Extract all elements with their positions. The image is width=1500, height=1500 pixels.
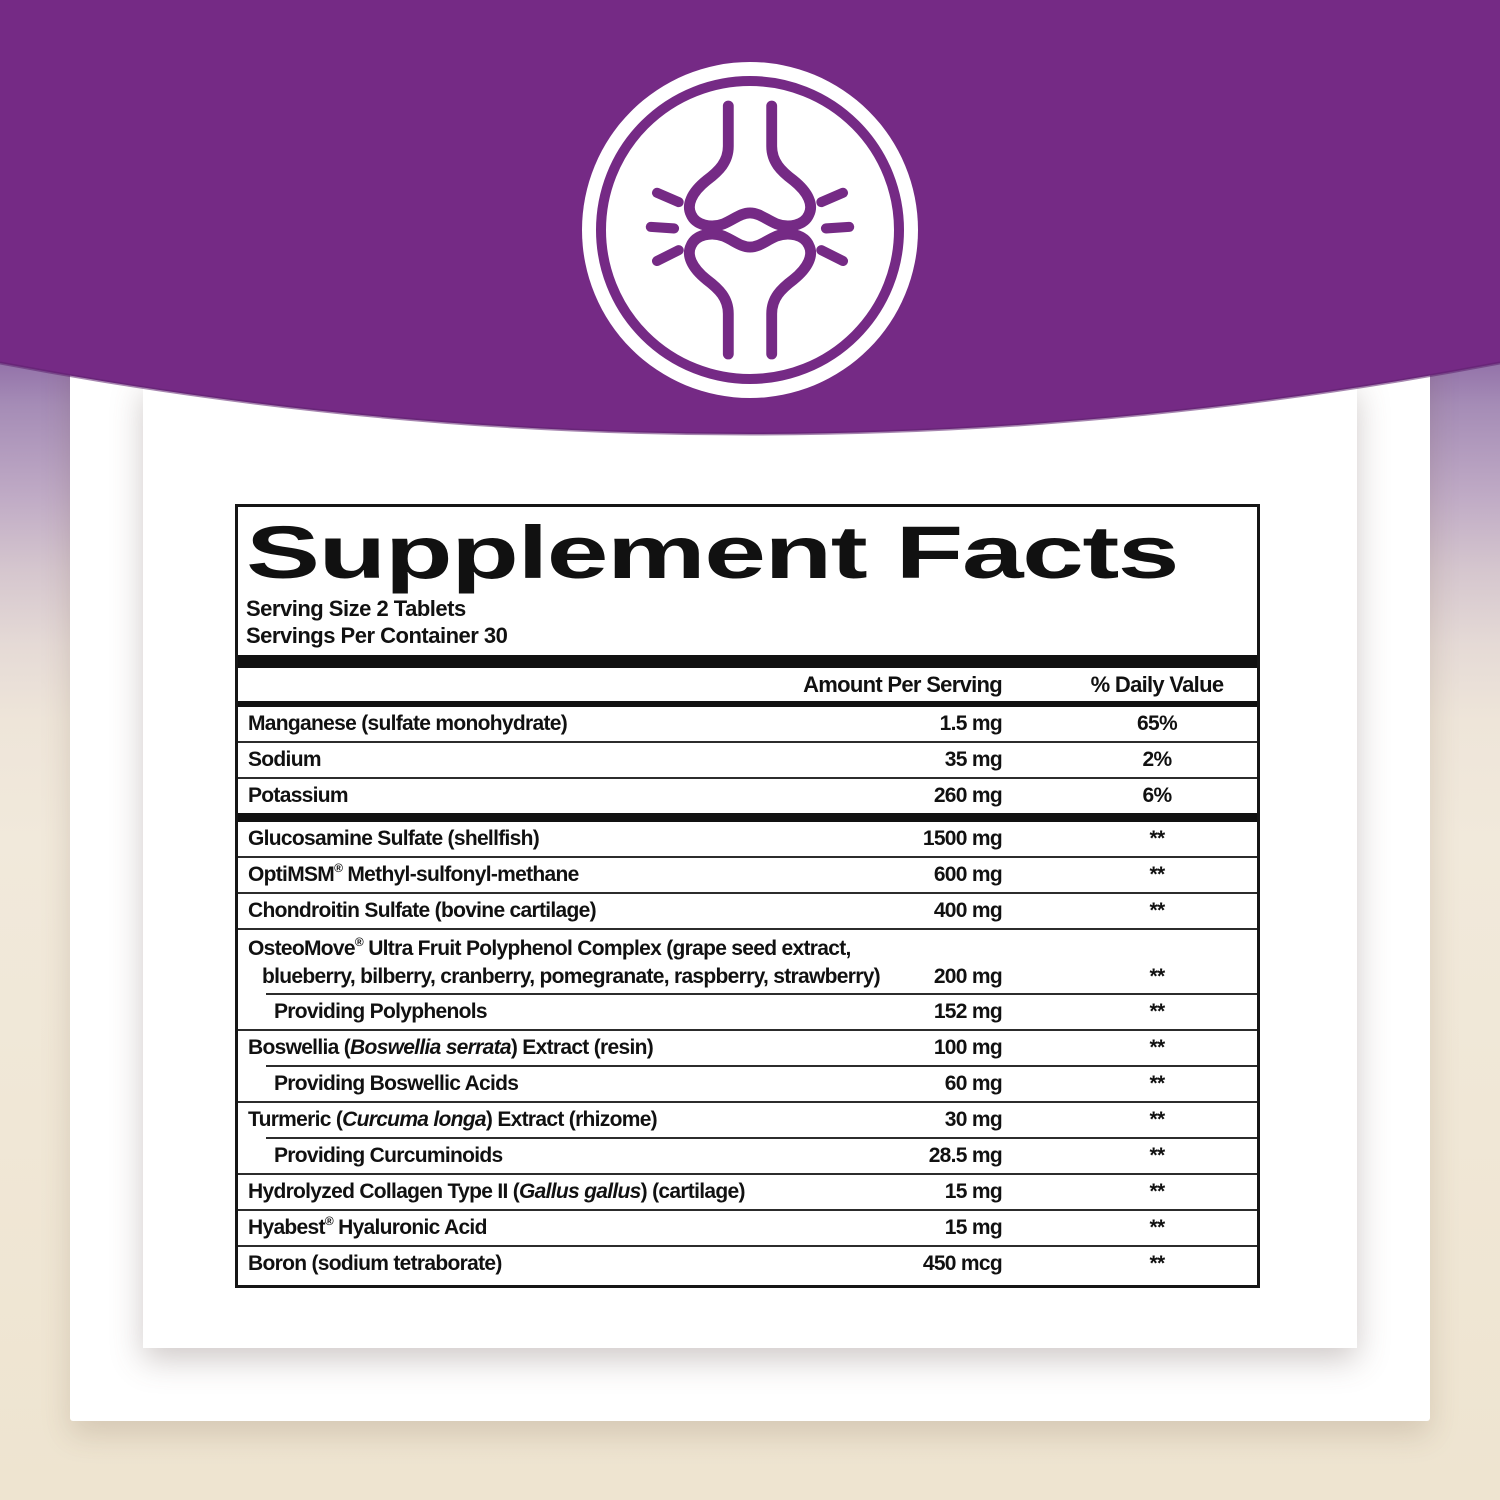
table-row bbox=[238, 858, 1257, 892]
amount-value: 200 mg bbox=[933, 965, 1002, 988]
daily-value: 65% bbox=[1137, 712, 1177, 735]
daily-value: ** bbox=[1149, 1180, 1165, 1203]
amount-value: 100 mg bbox=[933, 1036, 1002, 1059]
amount-value: 28.5 mg bbox=[928, 1144, 1002, 1167]
row-separator bbox=[238, 813, 1257, 822]
table-row bbox=[238, 930, 1257, 993]
table-row bbox=[238, 894, 1257, 928]
amount-column-header: Amount Per Serving bbox=[803, 671, 1002, 697]
amount-value: 60 mg bbox=[944, 1072, 1002, 1095]
ingredient-name: Providing Polyphenols bbox=[274, 1000, 487, 1023]
table-rows bbox=[238, 707, 1257, 1281]
supplement-facts-table bbox=[235, 504, 1260, 1288]
amount-value: 15 mg bbox=[944, 1180, 1002, 1203]
table-row bbox=[238, 1211, 1257, 1245]
daily-value: 2% bbox=[1142, 748, 1172, 771]
daily-value: ** bbox=[1149, 1252, 1165, 1275]
ingredient-name: Boron (sodium tetraborate) bbox=[248, 1252, 502, 1275]
table-row bbox=[238, 1067, 1257, 1101]
daily-value: ** bbox=[1149, 899, 1165, 922]
table-row bbox=[238, 995, 1257, 1029]
ingredient-name: Providing Boswellic Acids bbox=[274, 1072, 519, 1095]
amount-value: 1500 mg bbox=[922, 827, 1002, 850]
table-row bbox=[238, 707, 1257, 741]
ingredient-name: Hyabest® Hyaluronic Acid bbox=[248, 1214, 487, 1239]
daily-value: ** bbox=[1149, 863, 1165, 886]
panel-title: Supplement Facts bbox=[246, 511, 1179, 594]
ingredient-name: Manganese (sulfate monohydrate) bbox=[248, 712, 568, 735]
daily-value: ** bbox=[1149, 965, 1165, 988]
amount-value: 400 mg bbox=[933, 899, 1002, 922]
daily-value: ** bbox=[1149, 1000, 1165, 1023]
table-row bbox=[238, 743, 1257, 777]
amount-value: 1.5 mg bbox=[939, 712, 1002, 735]
ingredient-name: Turmeric (Curcuma longa) Extract (rhizome) bbox=[248, 1108, 657, 1131]
ingredient-name: OsteoMove® Ultra Fruit Polyphenol Complex (grape seed extract, bbox=[248, 935, 851, 960]
amount-value: 30 mg bbox=[944, 1108, 1002, 1131]
daily-value: 6% bbox=[1142, 784, 1172, 807]
daily-value: ** bbox=[1149, 827, 1165, 850]
amount-value: 35 mg bbox=[944, 748, 1002, 771]
amount-value: 600 mg bbox=[933, 863, 1002, 886]
ingredient-name: Potassium bbox=[248, 784, 348, 807]
table-row bbox=[238, 1031, 1257, 1065]
ingredient-name: Glucosamine Sulfate (shellfish) bbox=[248, 827, 540, 850]
amount-value: 15 mg bbox=[944, 1216, 1002, 1239]
table-row bbox=[238, 1103, 1257, 1137]
table-row bbox=[238, 1247, 1257, 1281]
amount-value: 152 mg bbox=[933, 1000, 1002, 1023]
ingredient-name: Chondroitin Sulfate (bovine cartilage) bbox=[248, 899, 596, 922]
serving-size-text: Serving Size 2 Tablets bbox=[246, 596, 466, 621]
daily-value: ** bbox=[1149, 1036, 1165, 1059]
amount-value: 260 mg bbox=[933, 784, 1002, 807]
daily-value-column-header: % Daily Value bbox=[1090, 671, 1224, 697]
ingredient-name: blueberry, bilberry, cranberry, pomegranate, raspberry, strawberry) bbox=[262, 965, 880, 988]
table-row bbox=[238, 779, 1257, 813]
daily-value: ** bbox=[1149, 1144, 1165, 1167]
joint-icon bbox=[582, 62, 918, 398]
column-header-row bbox=[238, 668, 1257, 701]
ingredient-name: Sodium bbox=[248, 748, 321, 771]
table-row bbox=[238, 1175, 1257, 1209]
daily-value: ** bbox=[1149, 1072, 1165, 1095]
table-row bbox=[238, 822, 1257, 856]
table-row bbox=[238, 1139, 1257, 1173]
ingredient-name: Providing Curcuminoids bbox=[274, 1144, 503, 1167]
header-band bbox=[0, 0, 1500, 520]
label-panel bbox=[143, 380, 1357, 1348]
servings-per-container-text: Servings Per Container 30 bbox=[246, 623, 508, 648]
amount-value: 450 mcg bbox=[922, 1252, 1002, 1275]
heavy-rule bbox=[238, 655, 1257, 668]
ingredient-name: OptiMSM® Methyl-sulfonyl-methane bbox=[248, 861, 579, 886]
daily-value: ** bbox=[1149, 1216, 1165, 1239]
ingredient-name: Hydrolyzed Collagen Type II (Gallus gallus) (cartilage) bbox=[248, 1180, 745, 1203]
daily-value: ** bbox=[1149, 1108, 1165, 1131]
ingredient-name: Boswellia (Boswellia serrata) Extract (resin) bbox=[248, 1036, 654, 1059]
